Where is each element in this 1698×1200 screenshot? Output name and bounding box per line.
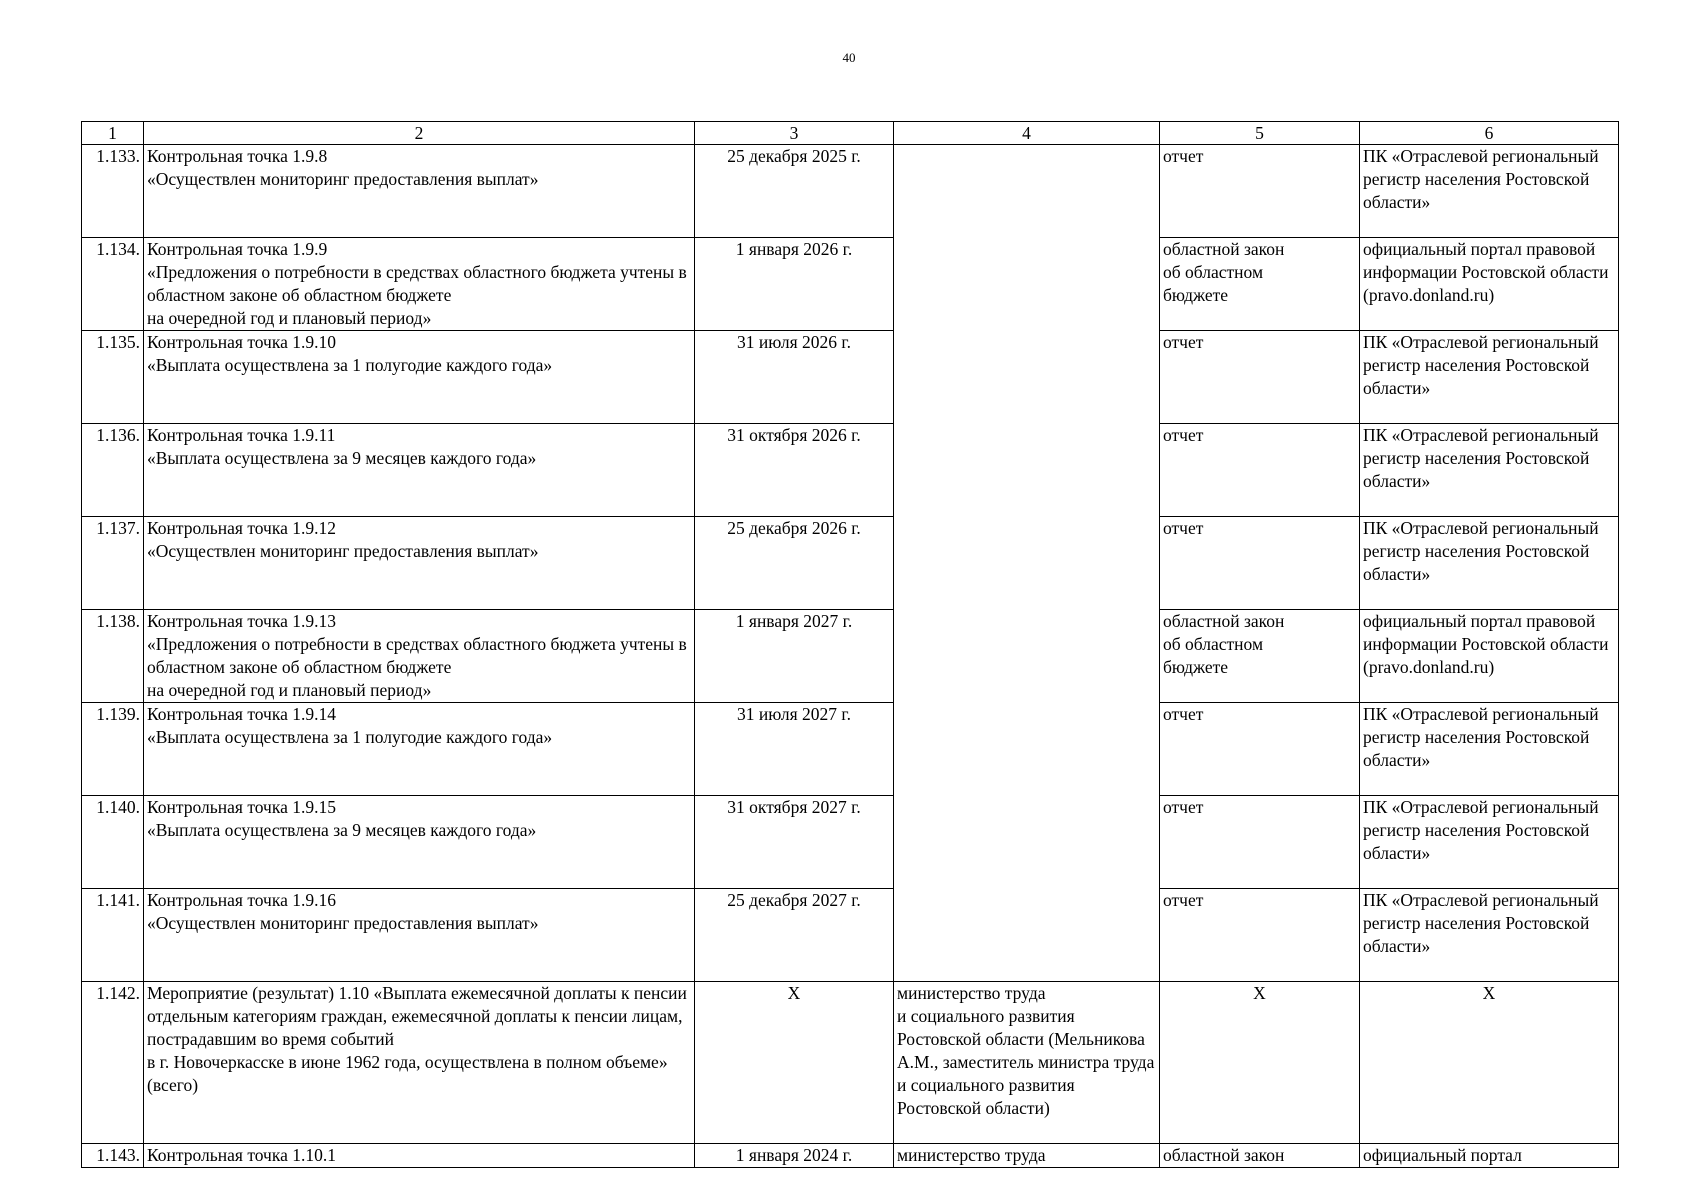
row-number: 1.133. bbox=[82, 145, 144, 238]
header-cell: 3 bbox=[695, 122, 894, 145]
row-number: 1.141. bbox=[82, 889, 144, 982]
row-date: Х bbox=[695, 982, 894, 1144]
row-system: ПК «Отраслевой региональный регистр населения Ростовской области» bbox=[1360, 703, 1619, 796]
row-number: 1.139. bbox=[82, 703, 144, 796]
row-responsible bbox=[894, 796, 1160, 889]
row-responsible bbox=[894, 517, 1160, 610]
row-date: 31 июля 2027 г. bbox=[695, 703, 894, 796]
row-number: 1.142. bbox=[82, 982, 144, 1144]
row-document: отчет bbox=[1160, 145, 1360, 238]
row-number: 1.143. bbox=[82, 1144, 144, 1168]
row-responsible bbox=[894, 238, 1160, 331]
row-title: Контрольная точка 1.9.9 «Предложения о потребности в средствах областного бюджета учтены в областном законе об областном бюджете на очередной год и плановый период» bbox=[144, 238, 695, 331]
row-document: отчет bbox=[1160, 796, 1360, 889]
row-system: ПК «Отраслевой региональный регистр населения Ростовской области» bbox=[1360, 517, 1619, 610]
row-title: Контрольная точка 1.9.12 «Осуществлен мониторинг предоставления выплат» bbox=[144, 517, 695, 610]
row-document: областной закон bbox=[1160, 1144, 1360, 1168]
table-row bbox=[82, 331, 1619, 424]
header-cell: 2 bbox=[144, 122, 695, 145]
row-system: официальный портал правовой информации Ростовской области (pravo.donland.ru) bbox=[1360, 238, 1619, 331]
row-title: Контрольная точка 1.9.13 «Предложения о потребности в средствах областного бюджета учтены в областном законе об областном бюджете на очередной год и плановый период» bbox=[144, 610, 695, 703]
table-row bbox=[82, 703, 1619, 796]
row-document: отчет bbox=[1160, 331, 1360, 424]
row-responsible bbox=[894, 145, 1160, 238]
row-title: Контрольная точка 1.9.10 «Выплата осуществлена за 1 полугодие каждого года» bbox=[144, 331, 695, 424]
row-date: 31 октября 2027 г. bbox=[695, 796, 894, 889]
row-document: областной закон об областном бюджете bbox=[1160, 238, 1360, 331]
row-title: Контрольная точка 1.9.16 «Осуществлен мониторинг предоставления выплат» bbox=[144, 889, 695, 982]
table-row bbox=[82, 982, 1619, 1144]
table-row bbox=[82, 238, 1619, 331]
row-number: 1.137. bbox=[82, 517, 144, 610]
row-responsible bbox=[894, 424, 1160, 517]
row-responsible: министерство труда и социального развития Ростовской области (Мельникова А.М., заместитель министра труда и социального развития Ростовской области) bbox=[894, 982, 1160, 1144]
header-cell: 5 bbox=[1160, 122, 1360, 145]
row-date: 31 июля 2026 г. bbox=[695, 331, 894, 424]
table-row bbox=[82, 517, 1619, 610]
row-date: 1 января 2024 г. bbox=[695, 1144, 894, 1168]
row-document: отчет bbox=[1160, 517, 1360, 610]
table-row bbox=[82, 1144, 1619, 1168]
row-system: ПК «Отраслевой региональный регистр населения Ростовской области» bbox=[1360, 796, 1619, 889]
header-cell: 1 bbox=[82, 122, 144, 145]
row-number: 1.134. bbox=[82, 238, 144, 331]
row-date: 1 января 2027 г. bbox=[695, 610, 894, 703]
row-document: отчет bbox=[1160, 424, 1360, 517]
header-cell: 6 bbox=[1360, 122, 1619, 145]
row-number: 1.135. bbox=[82, 331, 144, 424]
table-row bbox=[82, 610, 1619, 703]
row-document: отчет bbox=[1160, 889, 1360, 982]
row-title: Контрольная точка 1.9.15 «Выплата осуществлена за 9 месяцев каждого года» bbox=[144, 796, 695, 889]
table-row bbox=[82, 796, 1619, 889]
row-date: 25 декабря 2025 г. bbox=[695, 145, 894, 238]
row-title: Мероприятие (результат) 1.10 «Выплата ежемесячной доплаты к пенсии отдельным категориям граждан, ежемесячной доплаты к пенсии лицам, пострадавшим во время событий в г. Новочеркасске в июне 1962 года, осуществлена в полном объеме» (всего) bbox=[144, 982, 695, 1144]
control-points-table bbox=[81, 121, 1619, 1168]
row-document: Х bbox=[1160, 982, 1360, 1144]
row-responsible bbox=[894, 889, 1160, 982]
row-title: Контрольная точка 1.9.14 «Выплата осуществлена за 1 полугодие каждого года» bbox=[144, 703, 695, 796]
header-row bbox=[82, 122, 1619, 145]
row-responsible: министерство труда bbox=[894, 1144, 1160, 1168]
row-number: 1.138. bbox=[82, 610, 144, 703]
row-date: 25 декабря 2026 г. bbox=[695, 517, 894, 610]
row-number: 1.136. bbox=[82, 424, 144, 517]
row-date: 31 октября 2026 г. bbox=[695, 424, 894, 517]
row-system: ПК «Отраслевой региональный регистр населения Ростовской области» bbox=[1360, 145, 1619, 238]
row-title: Контрольная точка 1.10.1 bbox=[144, 1144, 695, 1168]
row-document: областной закон об областном бюджете bbox=[1160, 610, 1360, 703]
row-system: ПК «Отраслевой региональный регистр населения Ростовской области» bbox=[1360, 424, 1619, 517]
row-date: 25 декабря 2027 г. bbox=[695, 889, 894, 982]
row-system: ПК «Отраслевой региональный регистр населения Ростовской области» bbox=[1360, 889, 1619, 982]
header-cell: 4 bbox=[894, 122, 1160, 145]
row-date: 1 января 2026 г. bbox=[695, 238, 894, 331]
table-row bbox=[82, 889, 1619, 982]
row-title: Контрольная точка 1.9.8 «Осуществлен мониторинг предоставления выплат» bbox=[144, 145, 695, 238]
row-responsible bbox=[894, 610, 1160, 703]
row-system: официальный портал правовой информации Ростовской области (pravo.donland.ru) bbox=[1360, 610, 1619, 703]
row-document: отчет bbox=[1160, 703, 1360, 796]
page-number: 40 bbox=[842, 50, 856, 65]
row-system: ПК «Отраслевой региональный регистр населения Ростовской области» bbox=[1360, 331, 1619, 424]
row-system: Х bbox=[1360, 982, 1619, 1144]
row-number: 1.140. bbox=[82, 796, 144, 889]
row-responsible bbox=[894, 331, 1160, 424]
row-system: официальный портал bbox=[1360, 1144, 1619, 1168]
table-row bbox=[82, 145, 1619, 238]
table-row bbox=[82, 424, 1619, 517]
row-title: Контрольная точка 1.9.11 «Выплата осуществлена за 9 месяцев каждого года» bbox=[144, 424, 695, 517]
row-responsible bbox=[894, 703, 1160, 796]
